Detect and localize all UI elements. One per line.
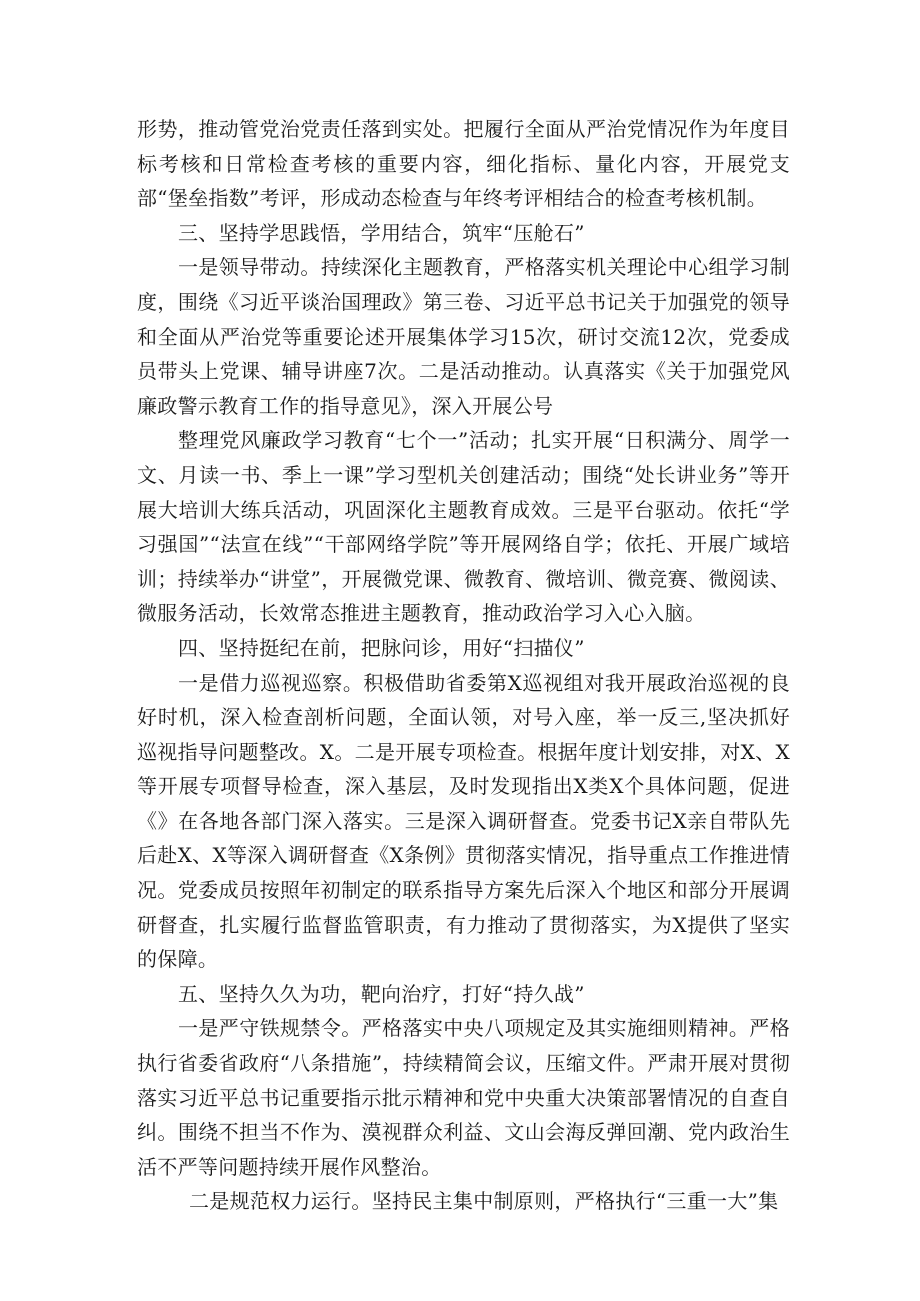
document-body (137, 112, 790, 1219)
paragraph-leadership: 一是领导带动。持续深化主题教育，严格落实机关理论中心组学习制度，围绕《习近平谈治国理政》第三卷、习近平总书记关于加强党的领导和全面从严治党等重要论述开展集体学习15次，研讨交流12次，党委成员带头上党课、辅导讲座7次。二是活动推动。认真落实《关于加强党风廉政警示教育工作的指导意见》，深入开展公号 (137, 255, 790, 418)
section-heading-3: 三、坚持学思践悟，学用结合，筑牢“压舱石” (178, 220, 585, 245)
section-heading-4: 四、坚持挺纪在前，把脉问诊，用好“扫描仪” (178, 635, 585, 660)
paragraph-discipline: 一是严守铁规禁令。严格落实中央八项规定及其实施细则精神。严格执行省委省政府“八条措施”，持续精简会议，压缩文件。严肃开展对贯彻落实习近平总书记重要指示批示精神和党中央重大决策部署情况的自查自纠。围绕不担当不作为、漠视群众利益、文山会海反弹回潮、党内政治生活不严等问题持续开展作风整治。 (137, 1016, 790, 1179)
paragraph-continuation: 形势，推动管党治党责任落到实处。把履行全面从严治党情况作为年度目标考核和日常检查考核的重要内容，细化指标、量化内容，开展党支部“堡垒指数”考评，形成动态检查与年终考评相结合的检查考核机制。 (137, 117, 790, 211)
paragraph-inspection: 一是借力巡视巡察。积极借助省委第X巡视组对我开展政治巡视的良好时机，深入检查剖析问题，全面认领，对号入座，举一反三,坚决抓好巡视指导问题整改。X。二是开展专项检查。根据年度计划安排，对X、X等开展专项督导检查，深入基层，及时发现指出X类X个具体问题，促进《》在各地各部门深入落实。三是深入调研督查。党委书记X亲自带队先后赴X、X等深入调研督查《X条例》贯彻落实情况，指导重点工作推进情况。党委成员按照年初制定的联系指导方案先后深入个地区和部分开展调研督查，扎实履行监督监管职责，有力推动了贯彻落实，为X提供了坚实的保障。 (137, 670, 790, 972)
paragraph-learning-activities: 整理党风廉政学习教育“七个一”活动；扎实开展“日积满分、周学一文、月读一书、季上一课”学习型机关创建活动；围绕“处长讲业务”等开展大培训大练兵活动，巩固深化主题教育成效。三是平台驱动。依托“学习强国”“法宣在线”“干部网络学院”等开展网络自学；依托、开展广域培训；持续举办“讲堂”，开展微党课、微教育、微培训、微竞赛、微阅读、微服务活动，长效常态推进主题教育，推动政治学习入心入脑。 (137, 428, 790, 626)
paragraph-power-regulation: 二是规范权力运行。坚持民主集中制原则，严格执行“三重一大”集 (189, 1189, 779, 1214)
section-heading-5: 五、坚持久久为功，靶向治疗，打好“持久战” (178, 981, 585, 1006)
